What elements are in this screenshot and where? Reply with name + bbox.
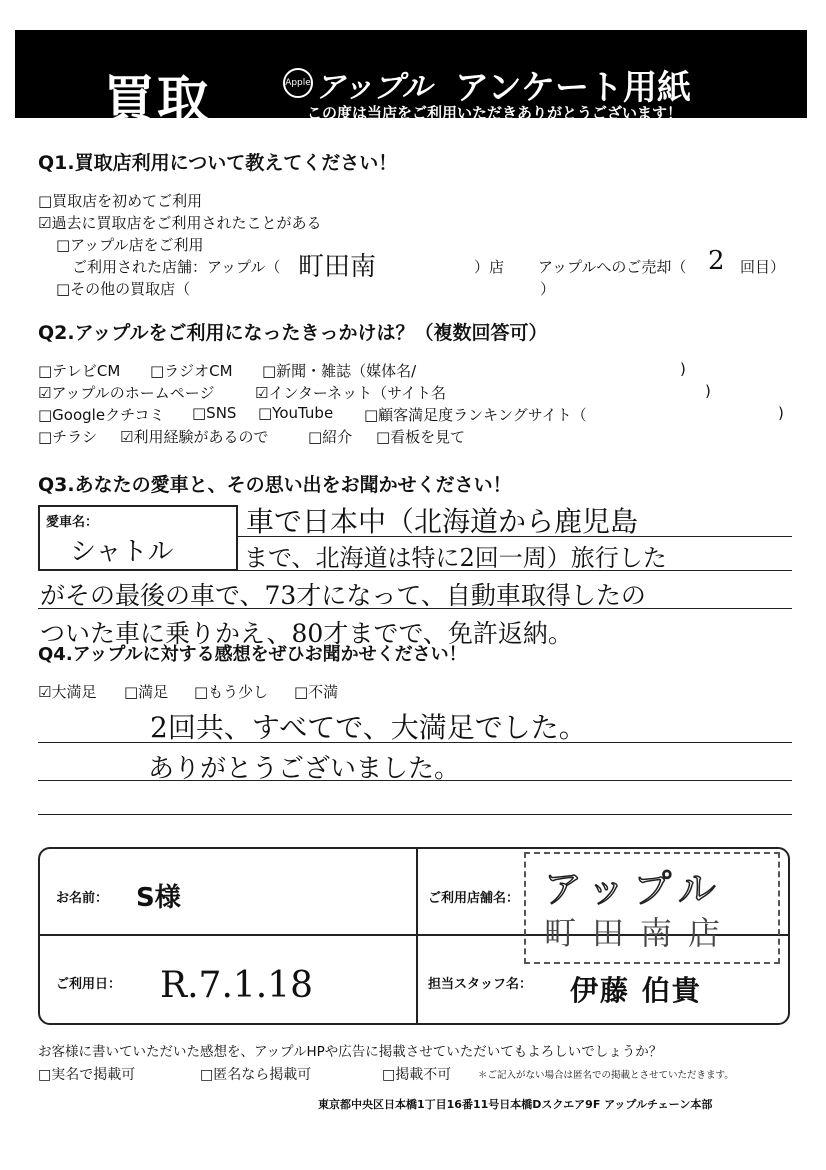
car-name-value[interactable]: シャトル <box>70 537 174 567</box>
publish-option-anonymous[interactable]: □匿名なら掲載可 <box>200 1067 312 1083</box>
q4-answer-line-2: ありがとうございました。 <box>148 754 461 784</box>
date-value[interactable]: R.7.1.18 <box>160 965 314 1006</box>
q3-answer-line-3: がその最後の車で、73才になって、自動車取得したの <box>40 581 646 610</box>
q2-title: Q2.アップルをご利用になったきっかけは？（複数回答可） <box>38 322 548 344</box>
publish-note: ＊ご記入がない場合は匿名での掲載とさせていただきます。 <box>478 1070 734 1081</box>
q4-option-a-little[interactable]: □もう少し <box>194 683 269 701</box>
q1-option-first-time[interactable]: □買取店を初めてご利用 <box>38 192 203 210</box>
q2-option-newspaper[interactable]: □新聞・雑誌（媒体名/ <box>262 362 417 380</box>
q4-rule-3 <box>38 814 792 815</box>
q4-answer-line-1: 2回共、すべてで、大満足でした。 <box>150 711 587 744</box>
store-info-box <box>38 847 790 1025</box>
q1-title: Q1.買取店利用について教えてください！ <box>38 152 398 174</box>
publish-option-real-name[interactable]: □実名で掲載可 <box>38 1067 136 1083</box>
q3-title: Q3.あなたの愛車と、その思い出をお聞かせください！ <box>38 474 512 496</box>
q2-option-google[interactable]: □Googleクチコミ <box>38 406 165 424</box>
date-label: ご利用日： <box>56 977 122 992</box>
publish-question: お客様に書いていただいた感想を、アップルHPや広告に掲載させていただいてもよろしいでしょうか？ <box>38 1044 663 1060</box>
q1-option-other[interactable]: □その他の買取店（ <box>56 280 191 298</box>
q4-option-dissatisfied[interactable]: □不満 <box>294 683 339 701</box>
q3-rule-3 <box>38 608 792 609</box>
store-stamp <box>524 852 780 964</box>
name-value[interactable]: S様 <box>136 883 181 913</box>
q4-rule-2 <box>38 780 792 781</box>
q4-rule-1 <box>38 742 792 743</box>
q1-store-suffix: ）店 <box>474 258 505 276</box>
q1-store-value[interactable]: 町田南 <box>298 252 377 282</box>
q2-option-flyer[interactable]: □チラシ <box>38 428 98 446</box>
staff-label: 担当スタッフ名： <box>428 977 533 992</box>
q1-count-label: アップルへのご売却（ <box>538 258 687 276</box>
kaitori-heading: 買取 <box>103 71 212 131</box>
staff-name-stamp: 伊藤 伯貴 <box>570 974 702 1007</box>
apple-logo-icon: Apple <box>283 68 313 98</box>
q2-option-youtube[interactable]: □YouTube <box>258 404 334 422</box>
q2-option-internet[interactable]: ☑インターネット（サイト名 <box>255 384 447 402</box>
survey-subtitle: この度は当店をご利用いただきありがとうございます！ <box>307 104 683 122</box>
publish-option-no[interactable]: □掲載不可 <box>382 1067 452 1083</box>
q1-count-suffix: 回目） <box>740 258 786 276</box>
car-name-box <box>38 505 238 571</box>
q1-store-label: ご利用された店舗：アップル（ <box>72 258 281 276</box>
q2-newspaper-close: ) <box>680 360 686 378</box>
q3-answer-line-2: まで、北海道は特に2回一周）旅行した <box>244 544 667 572</box>
car-name-label: 愛車名： <box>46 515 99 530</box>
q2-option-experience[interactable]: ☑利用経験があるので <box>120 428 269 446</box>
stamp-apple-text: アップル <box>544 867 724 911</box>
stamp-store-text: 町田南店 <box>544 914 737 952</box>
header-banner <box>15 30 807 131</box>
q2-option-referral[interactable]: □紹介 <box>308 428 353 446</box>
q2-ranking-close: ) <box>778 404 784 422</box>
q2-option-radio[interactable]: □ラジオCM <box>150 362 233 380</box>
name-label: お名前： <box>56 891 109 906</box>
q2-option-tv[interactable]: □テレビCM <box>38 362 121 380</box>
q4-option-satisfied[interactable]: □満足 <box>124 683 169 701</box>
apple-logo-text: アップル <box>315 70 432 105</box>
q4-title: Q4.アップルに対する感想をぜひお聞かせください！ <box>38 644 467 665</box>
q2-option-ranking[interactable]: □顧客満足度ランキングサイト（ <box>364 406 587 424</box>
q1-option-other-close: ） <box>540 280 556 298</box>
store-name-label: ご利用店舗名： <box>428 891 520 906</box>
q3-rule-1 <box>236 536 792 537</box>
q3-rule-2 <box>236 570 792 571</box>
q2-internet-close: ) <box>705 382 711 400</box>
hq-address: 東京都中央区日本橋1丁目16番11号日本橋Dスクエア9F アップルチェーン本部 <box>318 1098 713 1111</box>
q2-option-sns[interactable]: □SNS <box>192 404 237 422</box>
q1-option-used-before[interactable]: ☑過去に買取店をご利用されたことがある <box>38 214 322 232</box>
info-divider-vertical <box>416 849 418 1023</box>
q3-answer-line-4: ついた車に乗りかえ、80才までで、免許返納。 <box>40 619 573 648</box>
q3-answer-line-1: 車で日本中（北海道から鹿児島 <box>246 505 639 538</box>
q1-count-value[interactable]: 2 <box>708 246 725 276</box>
q4-option-very-satisfied[interactable]: ☑大満足 <box>38 683 97 701</box>
q2-option-signboard[interactable]: □看板を見て <box>376 428 466 446</box>
survey-title: アンケート用紙 <box>455 68 691 108</box>
q2-option-homepage[interactable]: ☑アップルのホームページ <box>38 384 215 402</box>
q1-option-apple[interactable]: □アップル店をご利用 <box>56 236 204 254</box>
